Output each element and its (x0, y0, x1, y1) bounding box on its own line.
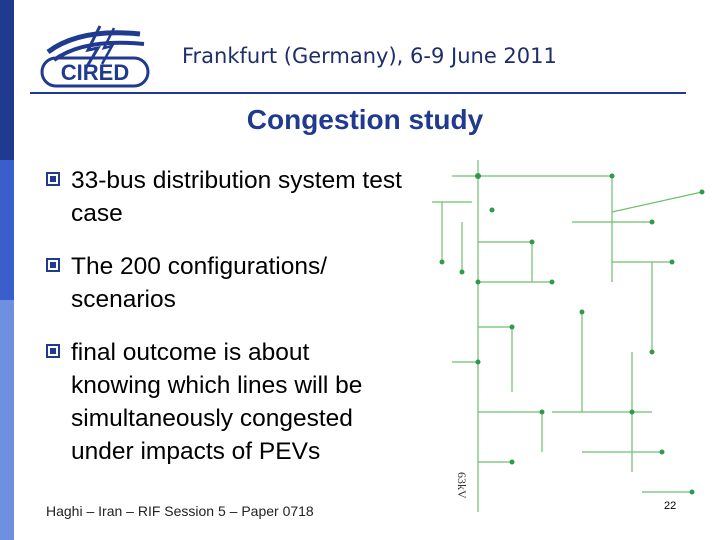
bullet-item (46, 336, 406, 468)
square-bullet-icon (46, 258, 60, 272)
page-number: 22 (664, 500, 677, 512)
side-accent-bar-top (0, 0, 14, 160)
header-divider (30, 92, 686, 94)
diagram-lines (432, 160, 702, 512)
square-bullet-icon (46, 344, 60, 358)
square-bullet-icon (46, 172, 60, 186)
bullet-text: The 200 configurations/ scenarios (71, 253, 328, 313)
bullet-text: 33-bus distribution system test case (71, 167, 402, 227)
cired-logo (40, 24, 152, 88)
bullet-text: final outcome is about knowing which lines will be simultaneously congested under impacts of PEVs (71, 339, 363, 465)
conference-header: Frankfurt (Germany), 6-9 June 2011 (182, 44, 557, 68)
slide-title: Congestion study (246, 104, 484, 135)
footer-citation: Haghi – Iran – RIF Session 5 – Paper 0718 (46, 503, 314, 519)
bullet-item (46, 250, 406, 316)
bullet-list (46, 164, 406, 488)
distribution-system-diagram (412, 152, 712, 532)
diagram-nodes (440, 173, 705, 495)
diagram-voltage-label: 63kV (455, 472, 469, 499)
side-accent-bar-bottom (0, 300, 14, 540)
side-accent-bar-middle (0, 160, 14, 300)
bullet-item (46, 164, 406, 230)
logo-text: CIRED (60, 60, 130, 85)
